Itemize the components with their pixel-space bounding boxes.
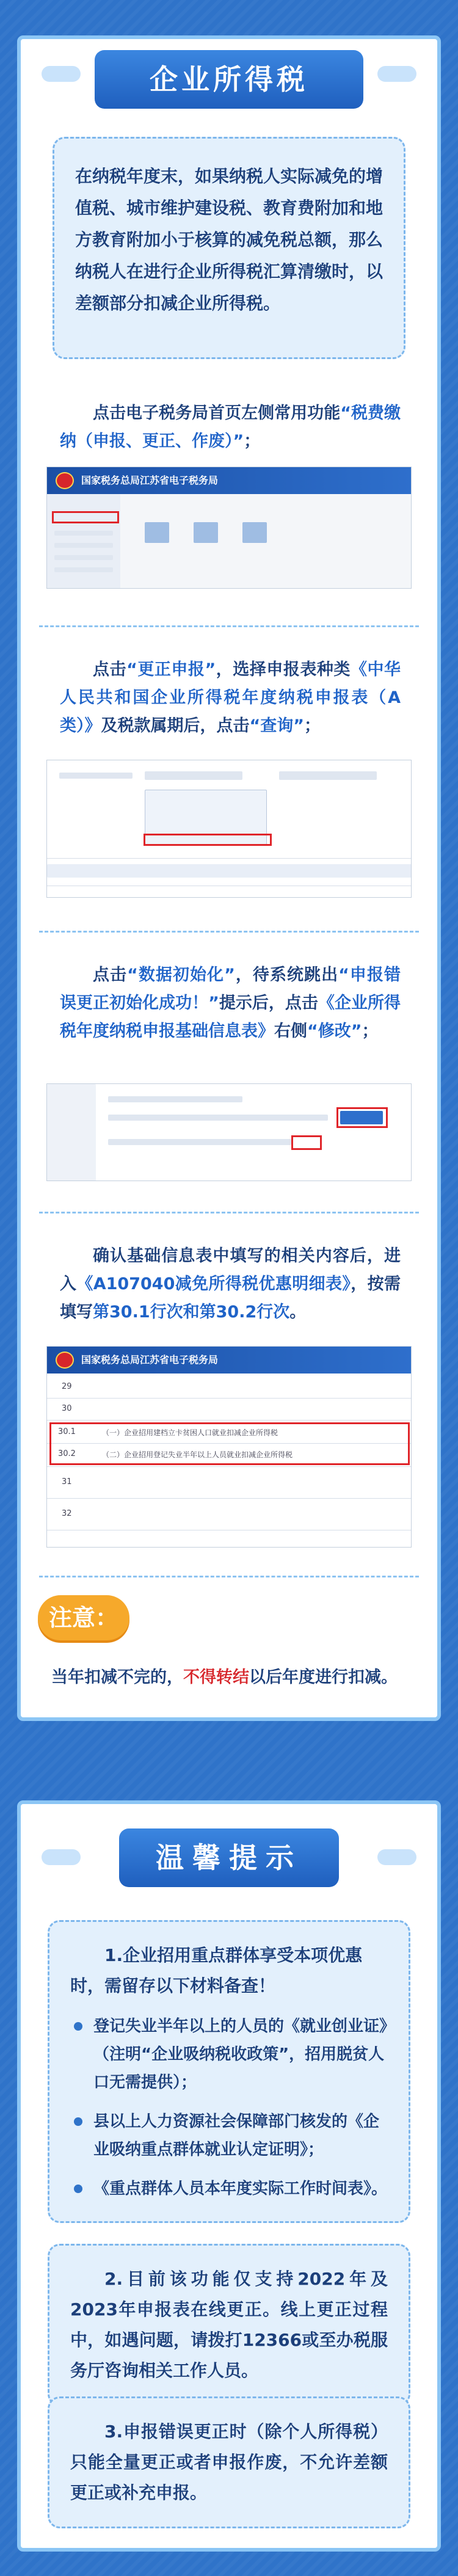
note-text: 当年扣减不完的，不得转结以后年度进行扣减。	[51, 1668, 398, 1687]
tip1-box	[48, 1920, 410, 2223]
intro-paragraph: 在纳税年度末，如果纳税人实际减免的增值税、城市维护建设税、教育费附加和地方教育附加小于核算的减免税总额，那么纳税人在进行企业所得税汇算清缴时，以差额部分扣减企业所得税。	[53, 137, 405, 359]
tax-emblem-icon	[56, 472, 74, 489]
note-tag: 注意：	[38, 1595, 129, 1640]
step1-text: 点击电子税务局首页左侧常用功能“税费缴纳（申报、更正、作废）”；	[60, 404, 401, 451]
screenshot-a107040-table: 国家税务总局江苏省电子税务局 29 30 30.1 （一）企业招用建档立卡贫困人口就业扣减企业所得税 30.2 （二）企业招用登记失业半年以上人员就业扣减企业所得税 31 32	[46, 1346, 412, 1548]
tax-emblem-icon	[56, 1352, 74, 1369]
highlight-box	[49, 1422, 410, 1465]
reminder-card	[17, 1800, 441, 2552]
section-title: 企业所得税	[95, 50, 363, 109]
screenshot-correction-query	[46, 760, 412, 898]
highlight-box	[336, 1107, 388, 1128]
corporate-income-tax-card	[17, 35, 441, 1721]
tip2-text: 2.目前该功能仅支持2022年及2023年申报表在线更正。线上更正过程中，如遇问题，请拨打12366或至办税服务厅咨询相关工作人员。	[70, 2269, 388, 2381]
decorative-tab	[377, 1849, 416, 1865]
decorative-tab	[42, 1849, 81, 1865]
tip1-heading: 1.企业招用重点群体享受本项优惠时，需留存以下材料备查！	[70, 1945, 363, 1996]
step4-text: 确认基础信息表中填写的相关内容后，进入《A107040减免所得税优惠明细表》，按需填写第30.1行次和第30.2行次。	[60, 1246, 401, 1322]
highlight-box	[52, 511, 119, 523]
list-item: 县以上人力资源社会保障部门核发的《企业吸纳重点群体就业认定证明》；	[70, 2108, 388, 2164]
step3-text: 点击“数据初始化”，待系统跳出“申报错误更正初始化成功！”提示后，点击《企业所得税年度纳税申报基础信息表》右侧“修改”；	[60, 966, 401, 1041]
list-item: 登记失业半年以上的人员的《就业创业证》（注明“企业吸纳税收政策”，招用脱贫人口无需提供）；	[70, 2012, 388, 2097]
tip2-box	[48, 2244, 410, 2406]
section-title: 温馨提示	[119, 1828, 339, 1887]
decorative-tab	[377, 66, 416, 82]
highlight-box	[144, 834, 272, 846]
tip3-text: 3.申报错误更正时（除个人所得税）只能全量更正或者申报作废，不允许差额更正或补充申报。	[70, 2421, 388, 2503]
list-item: 《重点群体人员本年度实际工作时间表》。	[70, 2175, 388, 2203]
tip3-box	[48, 2396, 410, 2528]
screenshot-portal-home: 国家税务总局江苏省电子税务局	[46, 467, 412, 589]
highlight-box	[291, 1135, 322, 1150]
decorative-tab	[42, 66, 81, 82]
screenshot-data-init	[46, 1083, 412, 1181]
step2-text: 点击“更正申报”，选择申报表种类《中华人民共和国企业所得税年度纳税申报表（A类）》及税款属期后，点击“查询”；	[60, 660, 401, 735]
